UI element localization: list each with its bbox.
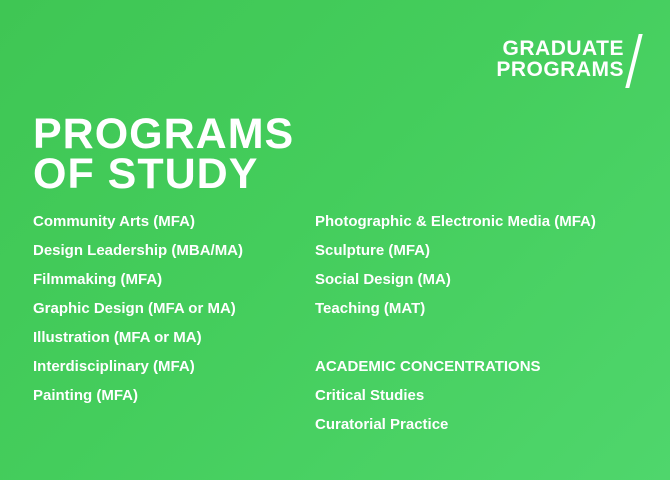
program-item: Teaching (MAT) <box>315 300 426 317</box>
program-item: Illustration (MFA or MA) <box>33 329 202 346</box>
list-spacer <box>315 329 596 358</box>
program-item: Interdisciplinary (MFA) <box>33 358 195 375</box>
program-item: Painting (MFA) <box>33 387 138 404</box>
program-item: Community Arts (MFA) <box>33 213 195 230</box>
page-title-line-2: OF STUDY <box>33 150 259 198</box>
programs-list-left <box>33 213 243 416</box>
page-title-line-1: PROGRAMS <box>33 110 295 158</box>
logo-line-2: PROGRAMS <box>496 58 624 81</box>
concentration-item: Critical Studies <box>315 387 425 404</box>
programs-list-right <box>315 213 596 445</box>
program-item: Filmmaking (MFA) <box>33 271 163 288</box>
program-item: Photographic & Electronic Media (MFA) <box>315 213 596 230</box>
page-title <box>33 110 295 198</box>
program-item: Graphic Design (MFA or MA) <box>33 300 236 317</box>
logo-slash-mark <box>625 34 642 88</box>
concentration-item: Curatorial Practice <box>315 416 449 433</box>
program-item: Design Leadership (MBA/MA) <box>33 242 244 259</box>
program-item: Social Design (MA) <box>315 271 451 288</box>
logo-text <box>496 38 624 80</box>
graduate-programs-logo <box>496 30 636 88</box>
concentrations-heading: ACADEMIC CONCENTRATIONS <box>315 358 541 375</box>
program-item: Sculpture (MFA) <box>315 242 430 259</box>
logo-line-1: GRADUATE <box>502 37 624 60</box>
